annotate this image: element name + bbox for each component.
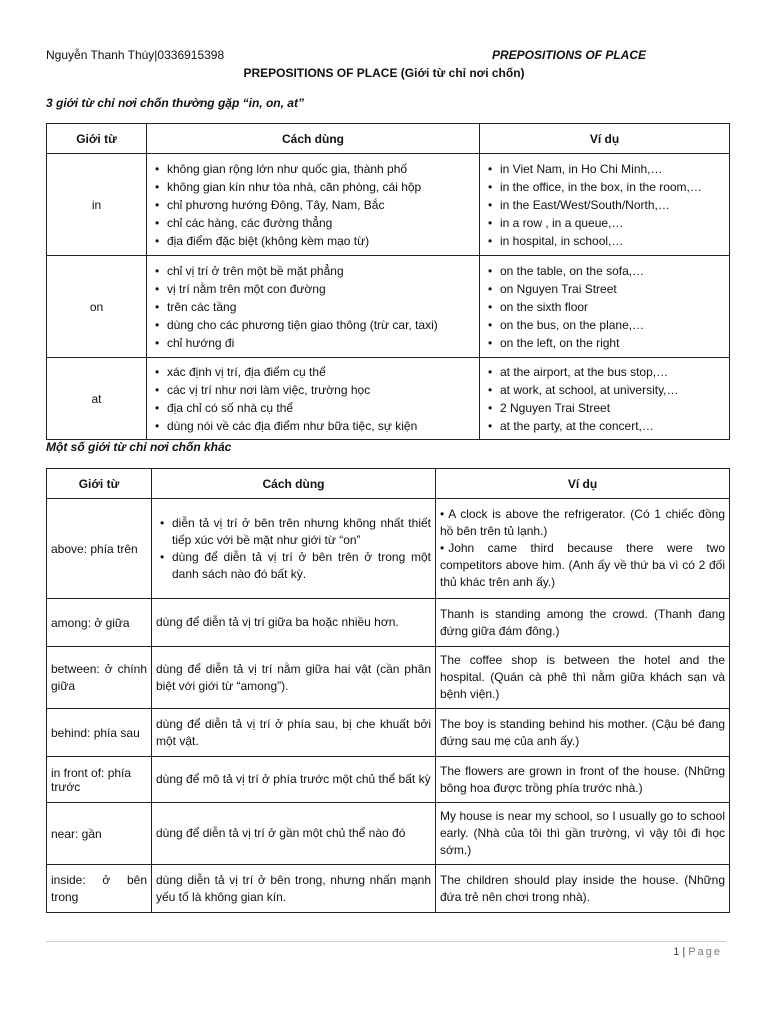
usage-item: • chỉ vị trí ở trên một bề mặt phẳng xyxy=(151,262,475,280)
table-row-between xyxy=(47,647,730,709)
example-list xyxy=(484,160,725,250)
page-number: 1 xyxy=(673,946,680,958)
table-header-row xyxy=(47,124,730,154)
usage-item: • trên các tầng xyxy=(151,298,475,316)
usage-item: • chỉ phương hướng Đông, Tây, Nam, Bắc xyxy=(151,196,475,214)
example-item: • in the office, in the box, in the room,… xyxy=(484,178,725,196)
table-row-inside xyxy=(47,865,730,913)
usage-cell xyxy=(152,499,436,599)
usage-list xyxy=(151,262,475,352)
table-row-above xyxy=(47,499,730,599)
example-cell: The boy is standing behind his mother. (Cậu bé đang đứng sau mẹ của anh ấy.) xyxy=(436,709,730,757)
preposition-cell: above: phía trên xyxy=(47,499,152,599)
usage-item: • các vị trí như nơi làm việc, trường học xyxy=(151,381,475,399)
usage-item: • dùng nói về các địa điểm như bữa tiệc, sự kiện xyxy=(151,417,475,435)
usage-item: • diễn tả vị trí ở bên trên nhưng không nhất thiết tiếp xúc với bề mặt như giới từ “on” xyxy=(156,515,431,549)
usage-item: • dùng để diễn tả vị trí ở bên trên ở trong một danh sách nào đó bất kỳ. xyxy=(156,549,431,583)
example-item: • at the airport, at the bus stop,… xyxy=(484,363,725,381)
example-cell xyxy=(480,154,730,256)
header-title: PREPOSITIONS OF PLACE xyxy=(492,48,647,62)
usage-item: • địa chỉ có số nhà cụ thể xyxy=(151,399,475,417)
usage-item: • xác định vị trí, địa điểm cụ thể xyxy=(151,363,475,381)
page-label: Page xyxy=(688,946,722,958)
usage-item: • không gian kín như tòa nhà, căn phòng, cái hộp xyxy=(151,178,475,196)
preposition-cell: at xyxy=(47,358,147,440)
table-header-row xyxy=(47,469,730,499)
example-item: • in a row , in a queue,… xyxy=(484,214,725,232)
section-heading-1: 3 giới từ chỉ nơi chốn thường gặp “in, on, at” xyxy=(46,96,304,110)
preposition-cell: between: ở chính giữa xyxy=(47,647,152,709)
example-item: • in the East/West/South/North,… xyxy=(484,196,725,214)
usage-cell xyxy=(147,154,480,256)
col-header-example: Ví dụ xyxy=(436,469,730,499)
preposition-cell: behind: phía sau xyxy=(47,709,152,757)
footer-separator: | xyxy=(682,946,686,958)
example-cell xyxy=(480,358,730,440)
example-cell xyxy=(480,256,730,358)
preposition-cell: in xyxy=(47,154,147,256)
preposition-cell: in front of: phía trước xyxy=(47,757,152,803)
example-item: • on the bus, on the plane,… xyxy=(484,316,725,334)
usage-cell xyxy=(147,358,480,440)
usage-item: • vị trí nằm trên một con đường xyxy=(151,280,475,298)
example-list xyxy=(484,363,725,435)
example-item: • on the left, on the right xyxy=(484,334,725,352)
example-item: • in Viet Nam, in Ho Chi Minh,… xyxy=(484,160,725,178)
example-list xyxy=(484,262,725,352)
col-header-usage: Cách dùng xyxy=(152,469,436,499)
example-item: • at work, at school, at university,… xyxy=(484,381,725,399)
footer-divider xyxy=(46,941,726,942)
usage-list xyxy=(151,363,475,435)
usage-cell: dùng để diễn tả vị trí ở gần một chủ thể nào đó xyxy=(152,803,436,865)
example-item xyxy=(440,506,725,540)
example-item: • 2 Nguyen Trai Street xyxy=(484,399,725,417)
usage-list xyxy=(151,160,475,250)
example-cell: The flowers are grown in front of the house. (Những bông hoa được trồng phía trước nhà.) xyxy=(436,757,730,803)
preposition-cell: among: ở giữa xyxy=(47,599,152,647)
usage-cell xyxy=(147,256,480,358)
col-header-usage: Cách dùng xyxy=(147,124,480,154)
page-footer xyxy=(673,946,722,958)
usage-item: • chỉ hướng đi xyxy=(151,334,475,352)
usage-cell: dùng để diễn tả vị trí giữa ba hoặc nhiều hơn. xyxy=(152,599,436,647)
usage-item: • dùng cho các phương tiện giao thông (trừ car, taxi) xyxy=(151,316,475,334)
example-cell: My house is near my school, so I usually go to school early. (Nhà của tôi thì gần trường, vì vậy tôi đi học sớm.) xyxy=(436,803,730,865)
bullet-icon: • xyxy=(440,507,445,521)
example-item: • on Nguyen Trai Street xyxy=(484,280,725,298)
main-title: PREPOSITIONS OF PLACE (Giới từ chỉ nơi chốn) xyxy=(243,66,525,80)
usage-item: • chỉ các hàng, các đường thẳng xyxy=(151,214,475,232)
example-item: • at the party, at the concert,… xyxy=(484,417,725,435)
preposition-cell: near: gần xyxy=(47,803,152,865)
table-other-prepositions xyxy=(46,468,730,913)
table-row-among xyxy=(47,599,730,647)
example-cell: The children should play inside the house. (Những đứa trẻ nên chơi trong nhà). xyxy=(436,865,730,913)
header-author: Nguyễn Thanh Thúy|0336915398 xyxy=(46,48,225,62)
example-cell xyxy=(436,499,730,599)
example-cell: The coffee shop is between the hotel and the hospital. (Quán cà phê thì nằm giữa khách sạn và bệnh viện.) xyxy=(436,647,730,709)
example-item xyxy=(440,540,725,591)
bullet-icon: • xyxy=(440,541,445,555)
usage-cell: dùng để diễn tả vị trí nằm giữa hai vật (cần phân biệt với giới từ “among”). xyxy=(152,647,436,709)
usage-cell: dùng diễn tả vị trí ở bên trong, nhưng nhấn mạnh yếu tố là không gian kín. xyxy=(152,865,436,913)
table-row-on xyxy=(47,256,730,358)
table-row-at xyxy=(47,358,730,440)
col-header-preposition: Giới từ xyxy=(47,469,152,499)
example-item: • on the table, on the sofa,… xyxy=(484,262,725,280)
usage-item: • địa điểm đặc biệt (không kèm mạo từ) xyxy=(151,232,475,250)
col-header-preposition: Giới từ xyxy=(47,124,147,154)
example-text: A clock is above the refrigerator. (Có 1 chiếc đồng hồ bên trên tủ lạnh.) xyxy=(440,507,725,538)
example-text: John came third because there were two competitors above him. (Anh ấy về thứ ba vì có 2 đối thủ khác trên anh ấy.) xyxy=(440,541,725,589)
table-in-on-at xyxy=(46,123,730,440)
table-row-near xyxy=(47,803,730,865)
table-row-behind xyxy=(47,709,730,757)
usage-cell: dùng để mô tả vị trí ở phía trước một chủ thể bất kỳ xyxy=(152,757,436,803)
example-cell: Thanh is standing among the crowd. (Thanh đang đứng giữa đám đông.) xyxy=(436,599,730,647)
usage-cell: dùng để diễn tả vị trí ở phía sau, bị che khuất bởi một vật. xyxy=(152,709,436,757)
table-row-in xyxy=(47,154,730,256)
section-heading-2: Một số giới từ chỉ nơi chốn khác xyxy=(46,440,232,454)
preposition-cell: inside: ở bên trong xyxy=(47,865,152,913)
preposition-cell: on xyxy=(47,256,147,358)
example-item: • on the sixth floor xyxy=(484,298,725,316)
example-item: • in hospital, in school,… xyxy=(484,232,725,250)
usage-list xyxy=(156,515,431,583)
col-header-example: Ví dụ xyxy=(480,124,730,154)
table-row-in-front-of xyxy=(47,757,730,803)
usage-item: • không gian rộng lớn như quốc gia, thành phố xyxy=(151,160,475,178)
